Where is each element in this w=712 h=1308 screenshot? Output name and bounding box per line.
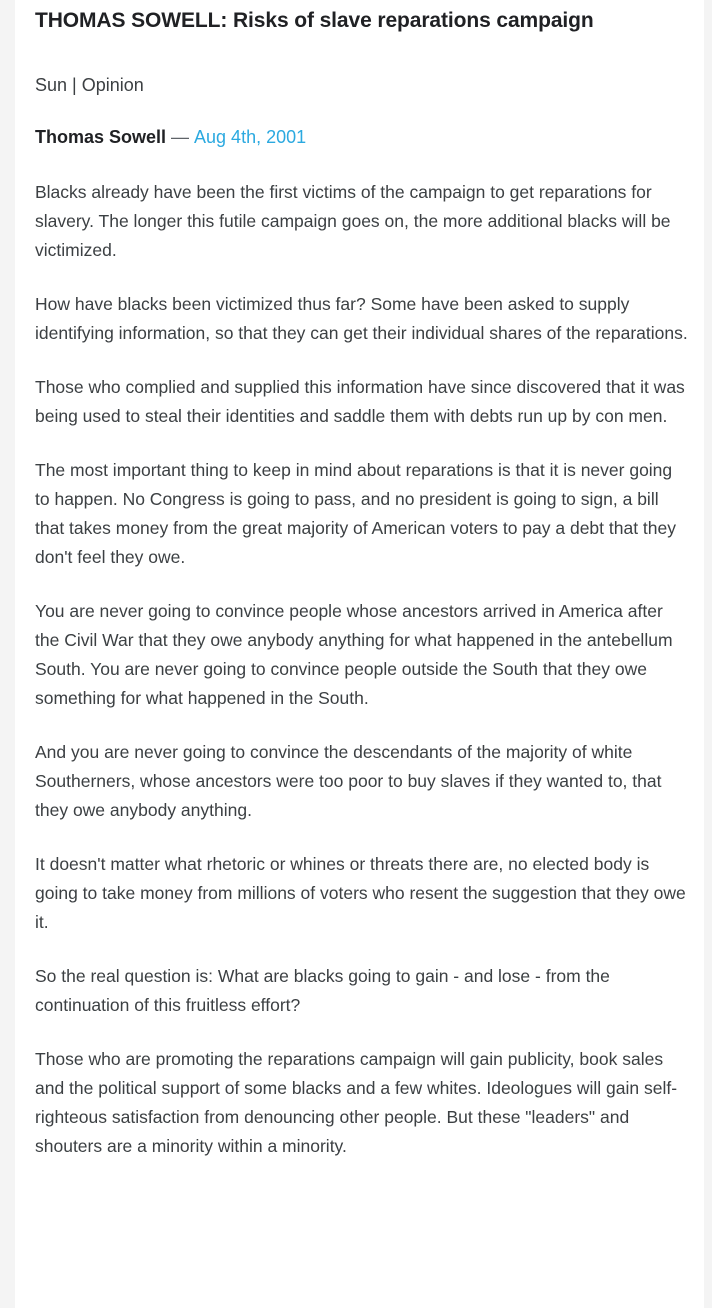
article-paragraph: It doesn't matter what rhetoric or whines or threats there are, no elected body is going to take money from millions of voters who resent the suggestion that they owe it. — [35, 854, 686, 932]
article-title: THOMAS SOWELL: Risks of slave reparations campaign — [35, 9, 594, 32]
section-label: Sun | Opinion — [35, 75, 144, 95]
byline — [35, 125, 690, 149]
article-body — [35, 178, 690, 1161]
article-paragraph: Those who are promoting the reparations campaign will gain publicity, book sales and the political support of some blacks and a few whites. Ideologues will gain self-righteous satisfaction from denouncing other people. But these "leaders" and shouters are a minority within a minority. — [35, 1049, 678, 1156]
article-paragraph: So the real question is: What are blacks going to gain - and lose - from the continuation of this fruitless effort? — [35, 966, 610, 1015]
article-date-link[interactable]: Aug 4th, 2001 — [194, 127, 307, 147]
article-paragraph: And you are never going to convince the descendants of the majority of white Southerners, whose ancestors were too poor to buy slaves if they wanted to, that they owe anybody anything. — [35, 742, 662, 820]
article-paragraph: Those who complied and supplied this information have since discovered that it was being used to steal their identities and saddle them with debts run up by con men. — [35, 377, 685, 426]
byline-separator: — — [171, 127, 190, 147]
article-paragraph: You are never going to convince people whose ancestors arrived in America after the Civil War that they owe anybody anything for what happened in the antebellum South. You are never going to convince people outside the South that they owe something for what happened in the South. — [35, 601, 673, 708]
article-card — [15, 0, 704, 1308]
article-paragraph: How have blacks been victimized thus far? Some have been asked to supply identifying information, so that they can get their individual shares of the reparations. — [35, 294, 688, 343]
article-paragraph: Blacks already have been the first victims of the campaign to get reparations for slavery. The longer this futile campaign goes on, the more additional blacks will be victimized. — [35, 182, 671, 260]
article-paragraph: The most important thing to keep in mind about reparations is that it is never going to happen. No Congress is going to pass, and no president is going to sign, a bill that takes money from the great majority of American voters to pay a debt that they don't feel they owe. — [35, 460, 677, 567]
author-name: Thomas Sowell — [35, 127, 167, 147]
